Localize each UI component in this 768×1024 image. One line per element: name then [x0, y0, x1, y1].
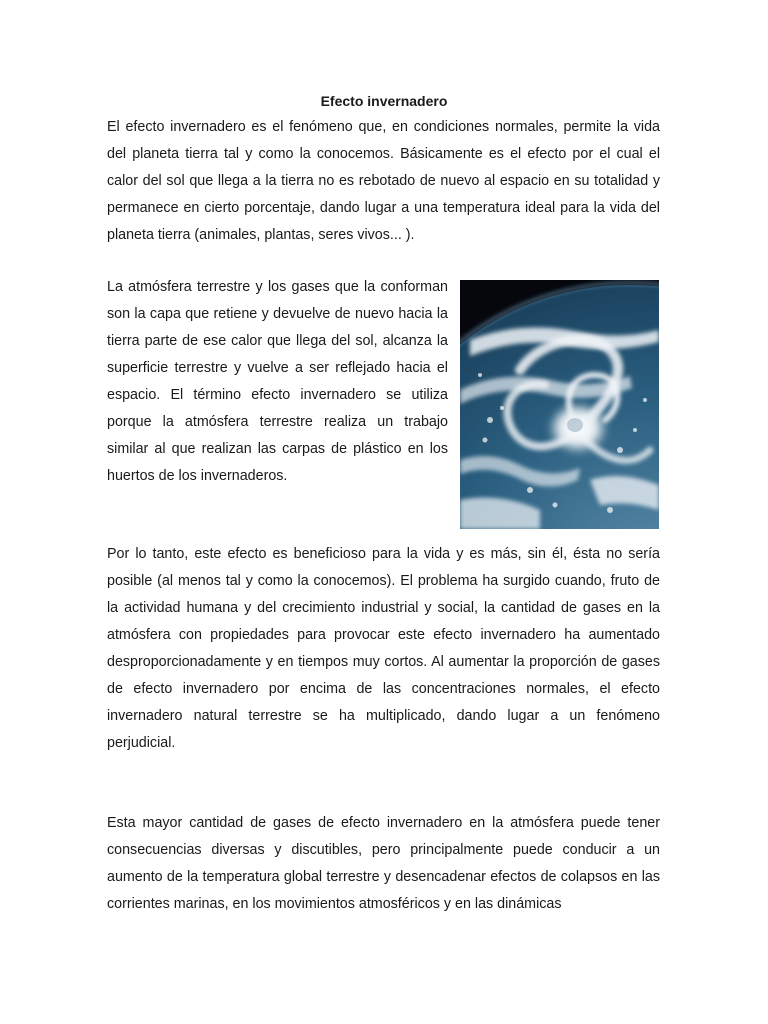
- cyclone-earth-image: [460, 280, 659, 529]
- paragraph-intro: El efecto invernadero es el fenómeno que, en condiciones normales, permite la vida del planeta tierra tal y como la conocemos. Básicamente es el efecto por el cual el calor del sol que llega a la tierra no es rebotado de nuevo al espacio en su totalidad y permanece en cierto porcentaje, dando lugar a una temperatura ideal para la vida del planeta tierra (animales, plantas, seres vivos... ).: [107, 119, 660, 243]
- document-title: Efecto invernadero: [320, 93, 448, 109]
- paragraph-problem: Por lo tanto, este efecto es beneficioso para la vida y es más, sin él, ésta no sería posible (al menos tal y como la conocemos). El problema ha surgido cuando, fruto de la actividad humana y del crecimiento industrial y social, la cantidad de gases en la atmósfera con propiedades para provocar este efecto invernadero ha aumentado desproporcionadamente y en tiempos muy cortos. Al aumentar la proporción de gases de efecto invernadero por encima de las concentraciones normales, el efecto invernadero natural terrestre se ha multiplicado, dando lugar a un fenómeno perjudicial.: [107, 546, 660, 751]
- paragraph-consequences: Esta mayor cantidad de gases de efecto invernadero en la atmósfera puede tener consecuencias diversas y discutibles, pero principalmente puede conducir a un aumento de la temperatura global terrestre y desencadenar efectos de colapsos en las corrientes marinas, en los movimientos atmosféricos y en las dinámicas: [107, 815, 660, 912]
- cyclone-earth-illustration: [460, 280, 659, 529]
- paragraph-atmosphere: La atmósfera terrestre y los gases que la conforman son la capa que retiene y devuelve de nuevo hacia la tierra parte de ese calor que llega del sol, alcanza la superficie terrestre y vuelve a ser reflejado hacia el espacio. El término efecto invernadero se utiliza porque la atmósfera terrestre realiza un trabajo similar al que realizan las carpas de plástico en los huertos de los invernaderos.: [107, 279, 448, 484]
